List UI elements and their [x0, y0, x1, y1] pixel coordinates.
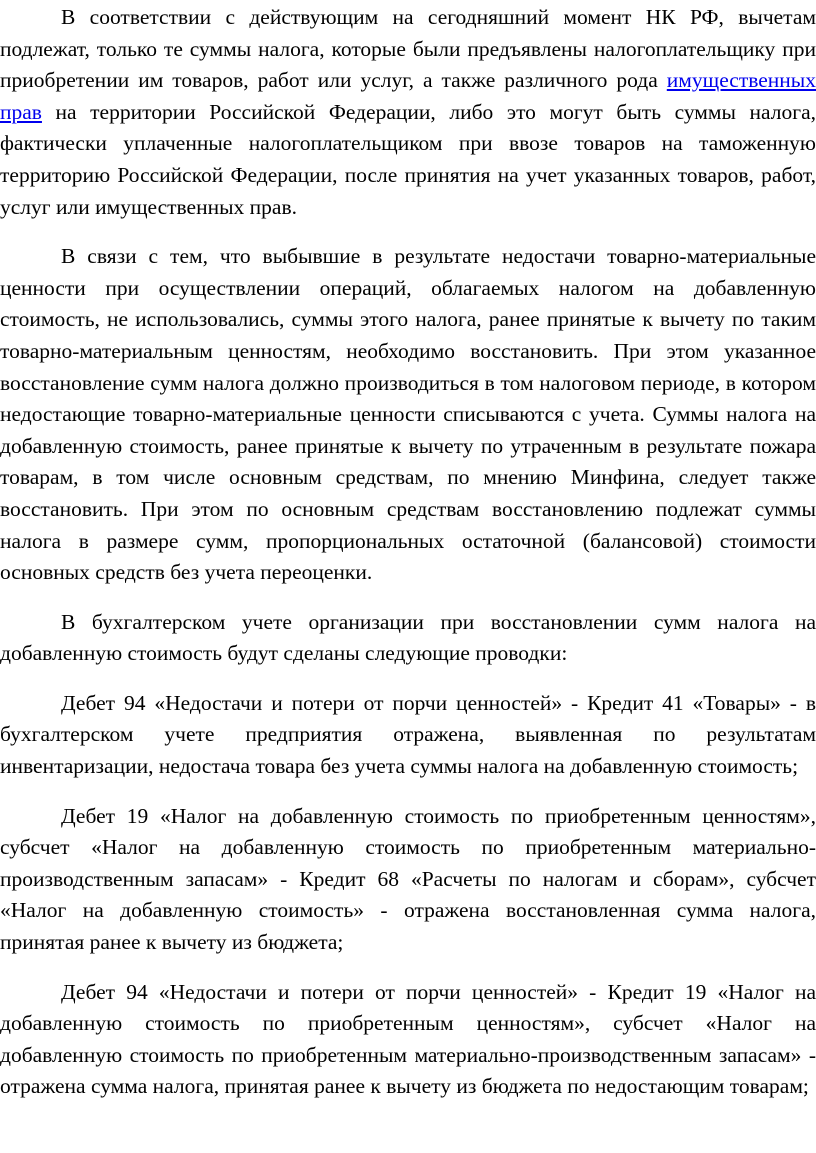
paragraph-6: Дебет 94 «Недостачи и потери от порчи ценностей» - Кредит 19 «Налог на добавленную стоимость по приобретенным ценностям», субсчет «Налог на добавленную стоимость по приобретенным материально-производственным запасам» - отражена сумма налога, принятая ранее к вычету из бюджета по недостающим товарам;	[0, 979, 816, 1099]
paragraph-1	[0, 2, 816, 223]
paragraph-5: Дебет 19 «Налог на добавленную стоимость по приобретенным ценностям», субсчет «Налог на добавленную стоимость по приобретенным материально-производственным запасам» - Кредит 68 «Расчеты по налогам и сборам», субсчет «Налог на добавленную стоимость» - отражена восстановленная сумма налога, принятая ранее к вычету из бюджета;	[0, 803, 816, 955]
paragraph-1-text-after: на территории Российской Федерации, либо это могут быть суммы налога, фактически уплаченные налогоплательщиком при ввозе товаров на таможенную территорию Российской Федерации, после принятия на учет указанных товаров, работ, услуг или имущественных прав.	[0, 99, 816, 219]
paragraph-2: В связи с тем, что выбывшие в результате недостачи товарно-материальные ценности при осуществлении операций, облагаемых налогом на добавленную стоимость, не использовались, суммы этого налога, ранее принятые к вычету по таким товарно-материальным ценностям, необходимо восстановить. При этом указанное восстановление сумм налога должно производиться в том налоговом периоде, в котором недостающие товарно-материальные ценности списываются с учета. Суммы налога на добавленную стоимость, ранее принятые к вычету по утраченным в результате пожара товарам, в том числе основным средствам, по мнению Минфина, следует также восстановить. При этом по основным средствам восстановлению подлежат суммы налога в размере сумм, пропорциональных остаточной (балансовой) стоимости основных средств без учета переоценки.	[0, 244, 816, 585]
paragraph-3: В бухгалтерском учете организации при восстановлении сумм налога на добавленную стоимость будут сделаны следующие проводки:	[0, 609, 816, 666]
property-rights-link[interactable]: имущественных прав	[0, 68, 816, 124]
paragraph-4: Дебет 94 «Недостачи и потери от порчи ценностей» - Кредит 41 «Товары» - в бухгалтерском учете предприятия отражена, выявленная по результатам инвентаризации, недостача товара без учета суммы налога на добавленную стоимость;	[0, 690, 816, 779]
paragraph-1-text-before: В соответствии с действующим на сегодняшний момент НК РФ, вычетам подлежат, только те суммы налога, которые были предъявлены налогоплательщику при приобретении им товаров, работ или услуг, а также различного рода	[0, 5, 816, 93]
